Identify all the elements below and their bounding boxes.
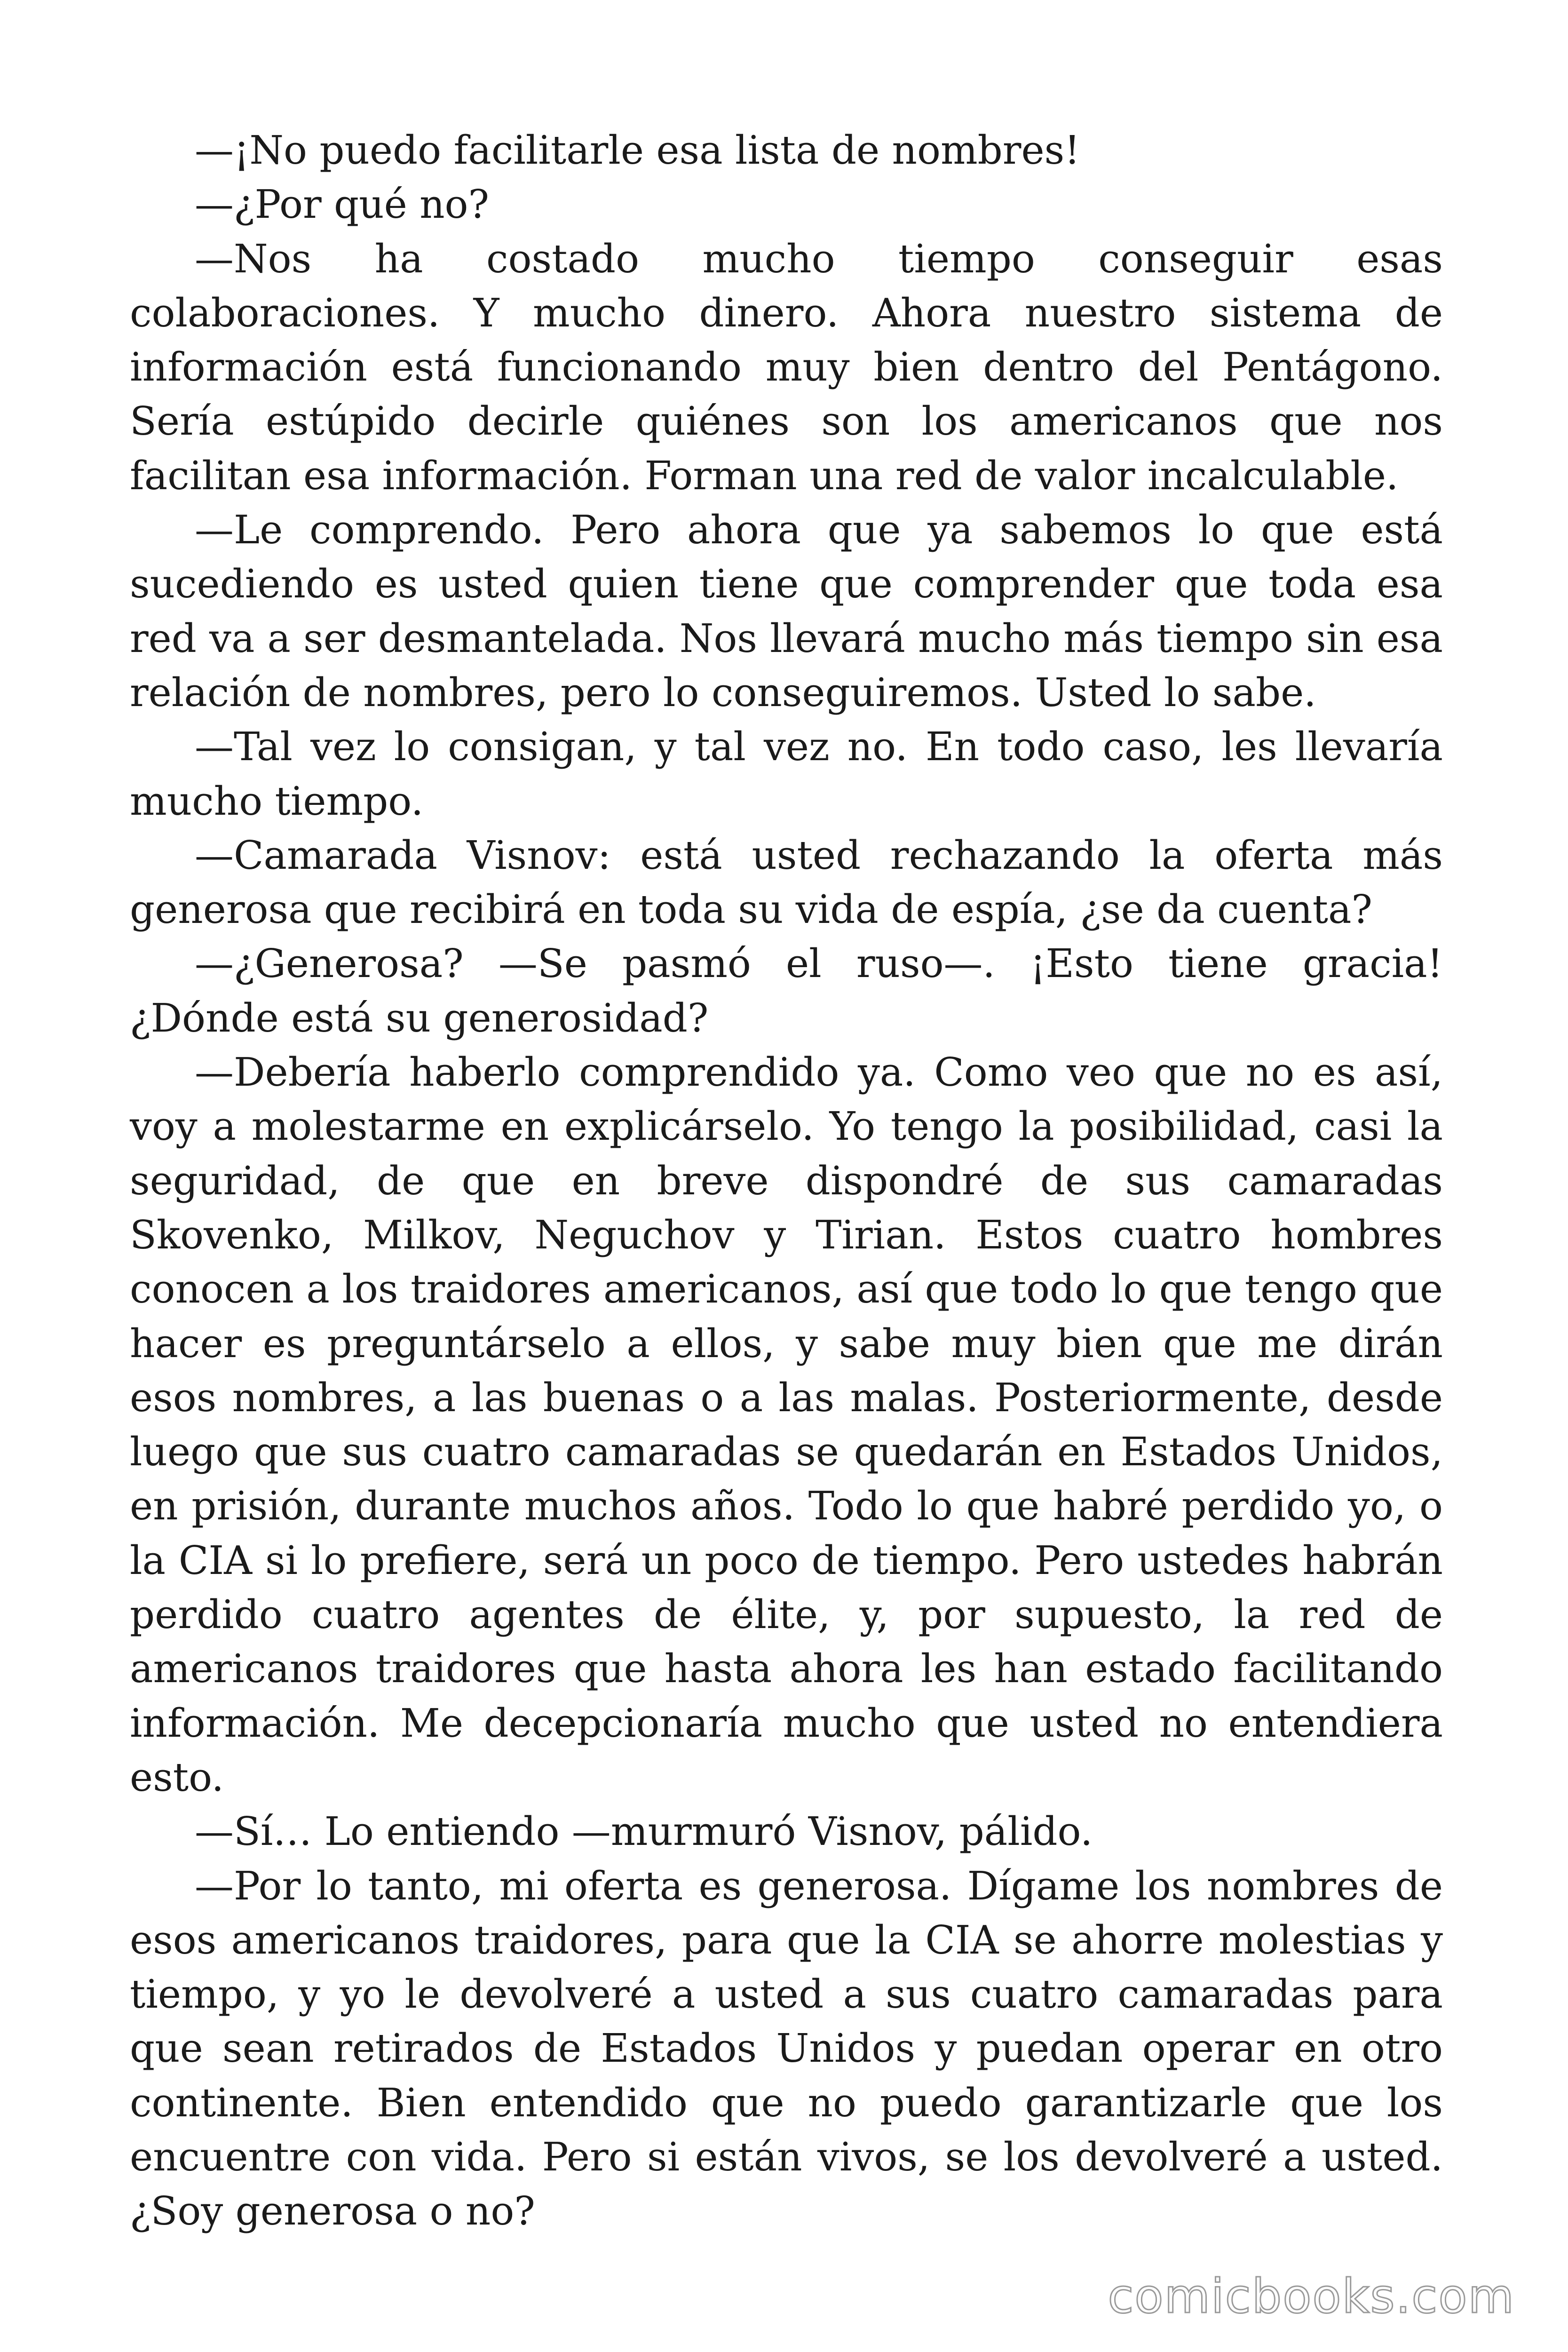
paragraph: —Por lo tanto, mi oferta es generosa. Dígame los nombres de esos americanos traidores, para que la CIA se ahorre molestias y tiempo, y yo le devolveré a usted a sus cuatro camaradas para que sean retirados de Estados Unidos y puedan operar en otro continente. Bien entendido que no puedo garantizarle que los encuentre con vida. Pero si están vivos, se los devolveré a usted. ¿Soy generosa o no? [130, 1863, 1443, 2234]
paragraph: —Le comprendo. Pero ahora que ya sabemos lo que está sucediendo es usted quien tiene que comprender que toda esa red va a ser desmantelada. Nos llevará mucho más tiempo sin esa relación de nombres, pero lo conseguiremos. Usted lo sabe. [130, 507, 1443, 715]
page-text-block [130, 123, 1443, 2239]
paragraph: —¡No puedo facilitarle esa lista de nombres! [195, 127, 1080, 173]
paragraph: —Tal vez lo consigan, y tal vez no. En todo caso, les llevaría mucho tiempo. [130, 724, 1443, 824]
paragraph: —Sí… Lo entiendo —murmuró Visnov, pálido. [195, 1809, 1093, 1855]
paragraph: —Debería haberlo comprendido ya. Como veo que no es así, voy a molestarme en explicárselo. Yo tengo la posibilidad, casi la seguridad, de que en breve dispondré de sus camaradas Skovenko, Milkov, Neguchov y Tirian. Estos cuatro hombres conocen a los traidores americanos, así que todo lo que tengo que hacer es preguntárselo a ellos, y sabe muy bien que me dirán esos nombres, a las buenas o a las malas. Posteriormente, desde luego que sus cuatro camaradas se quedarán en Estados Unidos, en prisión, durante muchos años. Todo lo que habré perdido yo, o la CIA si lo prefiere, será un poco de tiempo. Pero ustedes habrán perdido cuatro agentes de élite, y, por supuesto, la red de americanos traidores que hasta ahora les han estado facilitando información. Me decepcionaría mucho que usted no entendiera esto. [130, 1049, 1443, 1800]
paragraph: —Camarada Visnov: está usted rechazando la oferta más generosa que recibirá en toda su vida de espía, ¿se da cuenta? [130, 832, 1443, 933]
paragraph: —Nos ha costado mucho tiempo conseguir esas colaboraciones. Y mucho dinero. Ahora nuestro sistema de información está funcionando muy bien dentro del Pentágono. Sería estúpido decirle quiénes son los americanos que nos facilitan esa información. Forman una red de valor incalculable. [130, 236, 1443, 499]
paragraph: —¿Por qué no? [195, 182, 490, 228]
paragraph: —¿Generosa? —Se pasmó el ruso—. ¡Esto tiene gracia! ¿Dónde está su generosidad? [130, 941, 1443, 1041]
watermark-text: comicbooks.com [1108, 2269, 1515, 2324]
